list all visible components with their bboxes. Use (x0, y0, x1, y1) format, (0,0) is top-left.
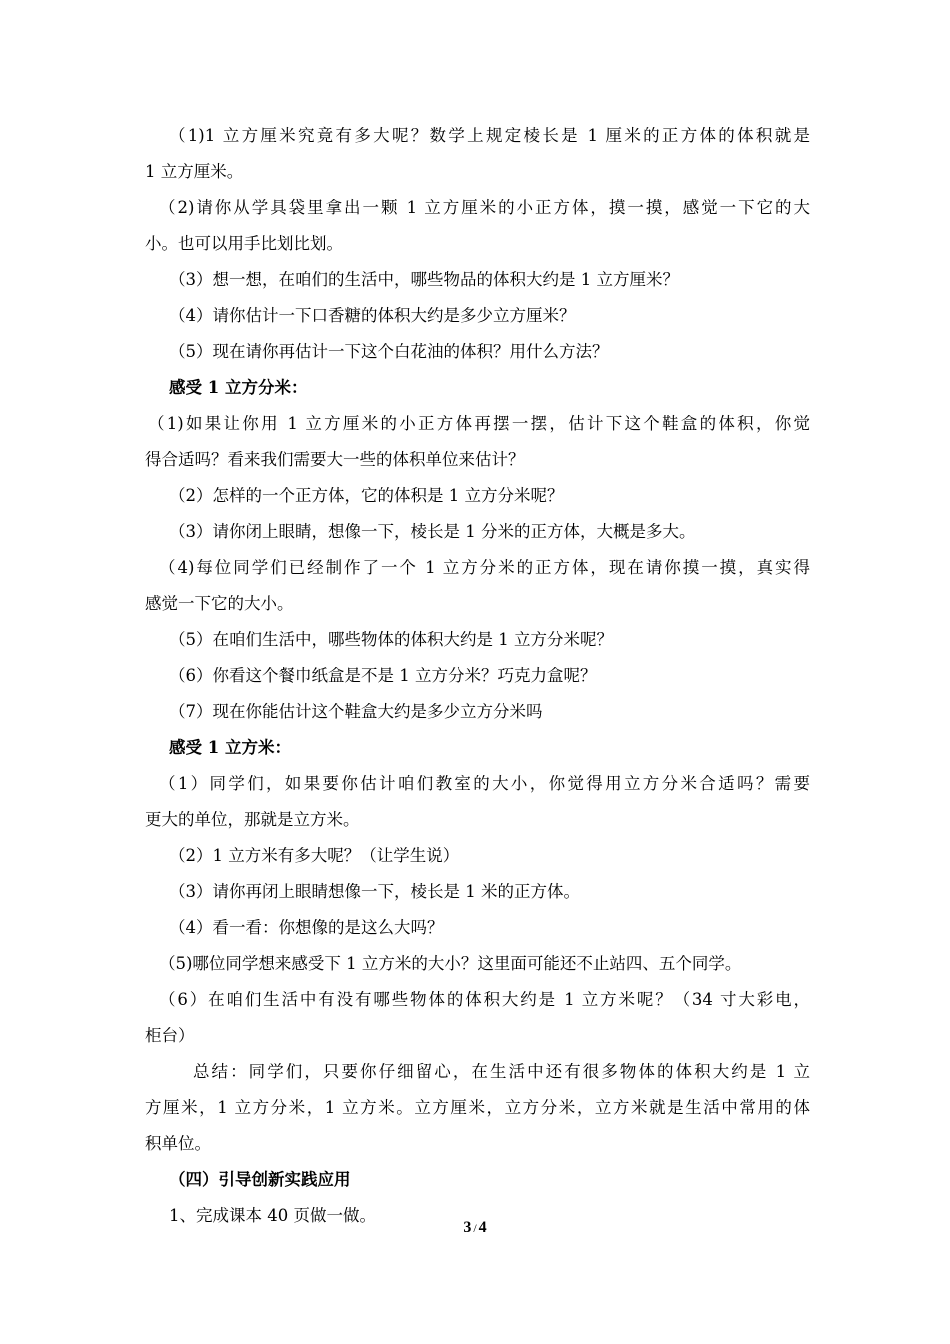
paragraph-14: （2）1 立方米有多大呢？（让学生说） (169, 846, 460, 865)
summary-line-1: 总结：同学们，只要你仔细留心，在生活中还有很多物体的体积大约是 1 立 (193, 1062, 810, 1081)
paragraph-13-line-1: （1）同学们，如果要你估计咱们教室的大小，你觉得用立方分米合适吗？需要 (159, 774, 810, 793)
paragraph-3: （3）想一想，在咱们的生活中，哪些物品的体积大约是 1 立方厘米？ (169, 270, 679, 289)
paragraph-7: （2）怎样的一个正方体，它的体积是 1 立方分米呢？ (169, 486, 564, 505)
section-heading-cubic-decimeter: 感受 1 立方分米： (169, 378, 308, 397)
paragraph-9-line-1: （4)每位同学们已经制作了一个 1 立方分米的正方体，现在请你摸一摸，真实得 (159, 558, 810, 577)
page-number (0, 1219, 950, 1237)
summary-line-2: 方厘米，1 立方分米，1 立方米。立方厘米，立方分米，立方米就是生活中常用的体 (145, 1098, 810, 1117)
paragraph-10: （5）在咱们生活中，哪些物体的体积大约是 1 立方分米呢？ (169, 630, 613, 649)
paragraph-18-line-1: （6）在咱们生活中有没有哪些物体的体积大约是 1 立方米呢？（34 寸大彩电， (159, 990, 810, 1009)
page-number-separator: / (473, 1221, 477, 1235)
page-number-current: 3 (463, 1219, 472, 1236)
paragraph-exercise: 1、完成课本 40 页做一做。 (169, 1206, 376, 1225)
paragraph-2-line-1: （2)请你从学具袋里拿出一颗 1 立方厘米的小正方体，摸一摸，感觉一下它的大 (159, 198, 810, 217)
paragraph-1-line-2: 1 立方厘米。 (145, 162, 244, 181)
summary-line-3: 积单位。 (145, 1134, 211, 1153)
paragraph-6-line-2: 得合适吗？看来我们需要大一些的体积单位来估计？ (145, 450, 525, 469)
paragraph-9-line-2: 感觉一下它的大小。 (145, 594, 294, 613)
paragraph-16: （4）看一看：你想像的是这么大吗？ (169, 918, 444, 937)
page-number-total: 4 (478, 1219, 487, 1236)
paragraph-1-line-1: （1)1 立方厘米究竟有多大呢？数学上规定棱长是 1 厘米的正方体的体积就是 (169, 126, 810, 145)
paragraph-18-line-2: 柜台） (145, 1026, 195, 1045)
paragraph-11: （6）你看这个餐巾纸盒是不是 1 立方分米？巧克力盒呢？ (169, 666, 597, 685)
paragraph-12: （7）现在你能估计这个鞋盒大约是多少立方分米吗 (169, 702, 543, 721)
paragraph-5: （5）现在请你再估计一下这个白花油的体积？用什么方法？ (169, 342, 609, 361)
document-body (145, 118, 810, 1234)
paragraph-4: （4）请你估计一下口香糖的体积大约是多少立方厘米？ (169, 306, 576, 325)
paragraph-6-line-1: （1)如果让你用 1 立方厘米的小正方体再摆一摆，估计下这个鞋盒的体积，你觉 (148, 414, 810, 433)
paragraph-2-line-2: 小。也可以用手比划比划。 (145, 234, 343, 253)
paragraph-15: （3）请你再闭上眼睛想像一下，棱长是 1 米的正方体。 (169, 882, 580, 901)
paragraph-17: （5)哪位同学想来感受下 1 立方米的大小？这里面可能还不止站四、五个同学。 (159, 954, 742, 973)
section-heading-cubic-meter: 感受 1 立方米： (169, 738, 291, 757)
section-heading-four: （四）引导创新实践应用 (169, 1170, 351, 1189)
paragraph-8: （3）请你闭上眼睛，想像一下，棱长是 1 分米的正方体，大概是多大。 (169, 522, 696, 541)
paragraph-13-line-2: 更大的单位，那就是立方米。 (145, 810, 360, 829)
